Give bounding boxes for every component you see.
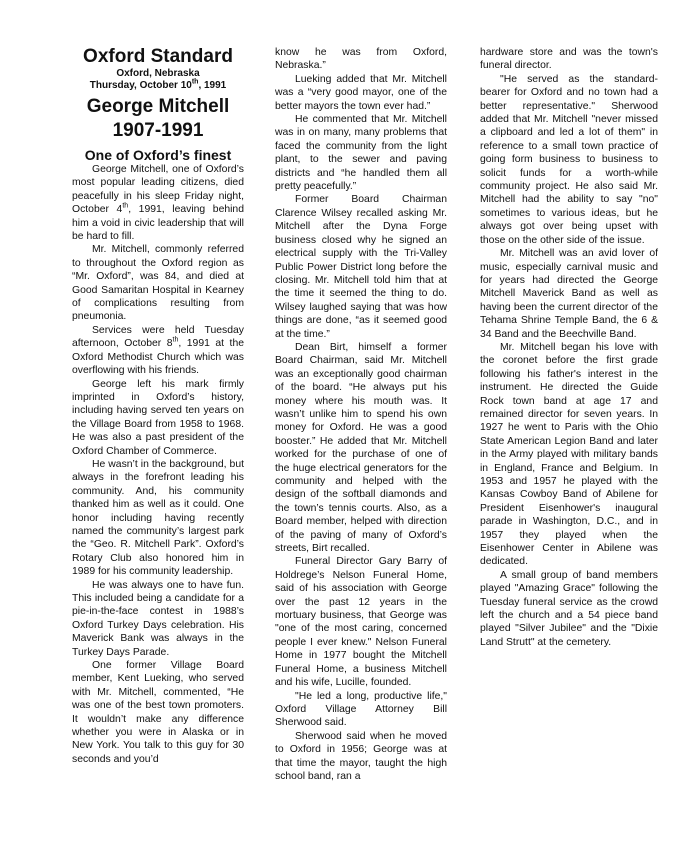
paragraph-14-continued: hardware store and was the town's funeral director.	[480, 47, 658, 72]
paragraph-17: Mr. Mitchell began his love with the coronet before the first grade following his father's interest in the instrument. He directed the Guide Rock town band at age 17 and remained director for seven years. In 1927 he went to Paris with the Ohio State American Legion Band and later in the Army played with military bands in England, France and Belgium. In 1953 and 1957 he played with the Kansas Cowboy Band of Abilene for President Eisenhower's inaugural parade in Washington, D.C., and in 1957 they played when the Eisenhower Center in Abilene was dedicated.	[480, 341, 658, 568]
paragraph-5: He wasn’t in the background, but always in the forefront leading his community. And, his community thanked him as well as it could. One honor including having recently named the community’s largest park the “Geo. R. Mitchell Park”. Oxford’s Rotary Club also honored him in 1989 for his community leadership.	[72, 458, 244, 578]
paragraph-8: Lueking added that Mr. Mitchell was a “very good mayor, one of the better mayors the town ever had.”	[275, 73, 447, 112]
paragraph-18: A small group of band members played "Amazing Grace" following the Tuesday funeral service as the crowd left the church and a 54 piece band played "Silver Jubilee" and the "Dixie Land Strutt" at the cemetery.	[480, 569, 658, 648]
paragraph-11: Dean Birt, himself a former Board Chairman, said Mr. Mitchell was an exceptionally good chairman of the board. “He always put his money where his mouth was. It wasn’t unlike him to spend his own money for Oxford. He was a good booster.” He added that Mr. Mitchell worked for the purchase of one of the huge electrical generators for the community and helped with the design of the softball diamonds and the town’s tennis courts. Also, as a Board member, helped with direction of the paving of many of Oxford’s streets, Birt recalled.	[275, 341, 447, 555]
publication-location: Oxford, Nebraska	[116, 68, 200, 79]
paragraph-7: One former Village Board member, Kent Lueking, who served with Mr. Mitchell, commented, “He was one of the best town promoters. It wouldn’t make any difference whether you were in Alaska or in New York. You talk to this guy for 30 seconds and you’d	[72, 660, 244, 765]
paragraph-3-text-a: Services were held Tuesday afternoon, October 8	[72, 324, 244, 350]
paragraph-10: Former Board Chairman Clarence Wilsey recalled asking Mr. Mitchell after the Dyna Forge business closed why he signed an electrical supply with the Tri-Valley Public Power District long before the closing. Mr. Mitchell told him that at the time it seemed the thing to do. Wilsey laughed saying that was how things are done, “as it seemed good at the time.”	[275, 194, 447, 340]
paragraph-14: Sherwood said when he moved to Oxford in 1956; George was at that time the mayor, taught the high school band, ran a	[275, 730, 447, 782]
paragraph-13: "He led a long, productive life," Oxford Village Attorney Bill Sherwood said.	[275, 690, 447, 729]
paragraph-1	[72, 163, 244, 243]
masthead	[72, 46, 244, 163]
paragraph-1-text-b: , 1991, leaving behind him a void in civic leadership that will be hard to fill.	[72, 204, 244, 243]
article-column-1	[72, 46, 244, 766]
paragraph-2: Mr. Mitchell, commonly referred to throughout the Oxford region as “Mr. Oxford”, was 84, and died at Good Samaritan Hospital in Kearney of complications resulting from pneumonia.	[72, 244, 244, 323]
paragraph-4: George left his mark firmly imprinted in Oxford’s history, including having served ten years on the Village Board from 1958 to 1968. He was also a past president of the Oxford Chamber of Commerce.	[72, 378, 244, 457]
article-column-3	[480, 46, 658, 649]
date-suffix: , 1991	[198, 80, 227, 91]
date-superscript: th	[191, 78, 199, 86]
paragraph-12: Funeral Director Gary Barry of Holdrege’s Nelson Funeral Home, said of his association with George over the past 12 years in the mortuary business, that George was "one of the most caring, concerned people I ever knew." Nelson Funeral Home in 1977 bought the Mitchell Funeral Home, a business Mitchell and his wife, Lucille, founded.	[275, 556, 447, 689]
paragraph-7-continued: know he was from Oxford, Nebraska.”	[275, 47, 447, 72]
publication-date	[72, 80, 244, 92]
paragraph-3-superscript: th	[172, 336, 179, 344]
paragraph-3-text-b: , 1991 at the Oxford Methodist Church which was overflowing with his friends.	[72, 338, 245, 377]
paragraph-16: Mr. Mitchell was an avid lover of music, especially carnival music and for years had directed the George Mitchell Maverick Band as well as having been the current director of the Tehama Shrine Temple Band, the 6 & 34 Band and the Beechville Band.	[480, 248, 658, 340]
paragraph-6: He was always one to have fun. This included being a candidate for a pie-in-the-face contest in 1988’s Oxford Turkey Days celebration. His Maverick Bank was always in the Turkey Days Parade.	[72, 579, 244, 658]
obituary-subheading: One of Oxford’s finest	[84, 147, 232, 163]
paragraph-3	[72, 324, 244, 378]
obituary-years: 1907-1991	[112, 120, 204, 141]
article-column-2	[275, 46, 447, 783]
obituary-name: George Mitchell	[86, 96, 230, 117]
paragraph-1-text-a: George Mitchell, one of Oxford’s most popular leading citizens, died peacefully in his sleep Friday night, October 4	[72, 164, 244, 216]
paragraph-1-superscript: th	[122, 202, 129, 210]
paragraph-9: He commented that Mr. Mitchell was in on many, many problems that faced the community from the light plant, to the sewer and paving districts and “he handled them all pretty peacefully.”	[275, 114, 447, 193]
paragraph-15: "He served as the standard-bearer for Oxford and no town had a better representative." Sherwood added that Mr. Mitchell "never missed a clipboard and led a lot of them" in reference to a small town practice of going form business to business to solicit funds for a worth-while community project. He also said Mr. Mitchell had the ability to say "no" sometimes to various ideas, but he always got over being upset with those on the other side of the issue.	[480, 73, 658, 246]
publication-title: Oxford Standard	[83, 46, 233, 67]
date-prefix: Thursday, October 10	[89, 80, 192, 91]
